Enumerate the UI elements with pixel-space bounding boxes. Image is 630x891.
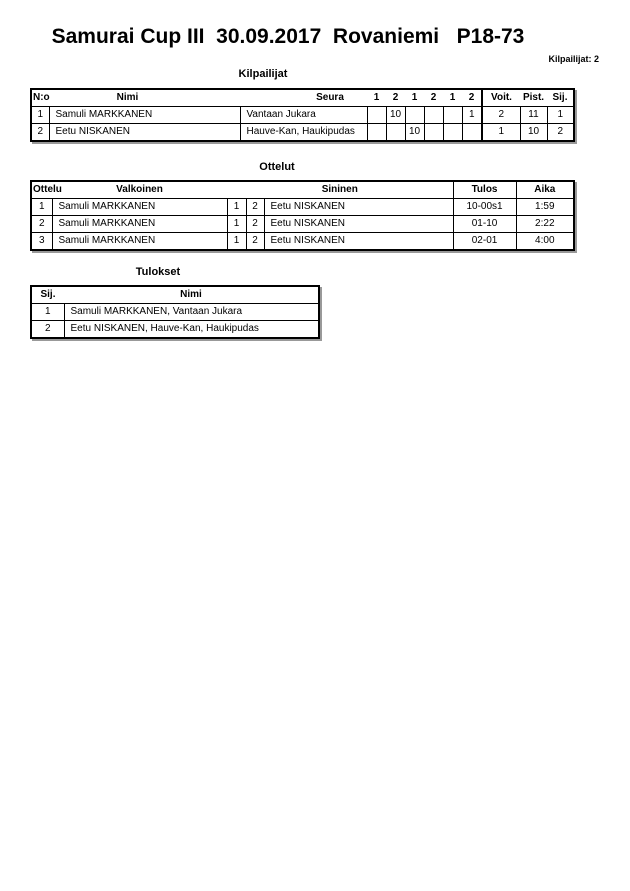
cell-score-1 bbox=[367, 107, 386, 124]
cell-points: 11 bbox=[520, 107, 547, 124]
cell-white-name: Samuli MARKKANEN bbox=[52, 216, 227, 233]
cell-name: Eetu NISKANEN, Hauve-Kan, Haukipudas bbox=[64, 321, 319, 339]
cell-wins: 1 bbox=[482, 124, 520, 142]
cell-match-no: 1 bbox=[31, 199, 52, 216]
col-header-pist: Pist. bbox=[520, 89, 547, 107]
competitors-count: Kilpailijat: 2 bbox=[548, 54, 599, 64]
cell-score-5 bbox=[443, 107, 462, 124]
page-title: Samurai Cup III 30.09.2017 Rovaniemi P18-73 bbox=[51, 25, 525, 48]
col-header-blue: Sininen bbox=[227, 181, 453, 199]
cell-name: Samuli MARKKANEN bbox=[49, 107, 240, 124]
col-header-score-1: 1 bbox=[367, 89, 386, 107]
cell-match-no: 3 bbox=[31, 233, 52, 251]
match-row bbox=[31, 233, 574, 251]
cell-score-4 bbox=[424, 107, 443, 124]
cell-place: 2 bbox=[31, 321, 64, 339]
cell-blue-num: 2 bbox=[246, 233, 264, 251]
cell-name: Eetu NISKANEN bbox=[49, 124, 240, 142]
col-header-sij: Sij. bbox=[547, 89, 574, 107]
cell-score-4 bbox=[424, 124, 443, 142]
cell-blue-name: Eetu NISKANEN bbox=[264, 216, 453, 233]
cell-place: 2 bbox=[547, 124, 574, 142]
cell-name: Samuli MARKKANEN, Vantaan Jukara bbox=[64, 304, 319, 321]
cell-result: 01-10 bbox=[453, 216, 516, 233]
tulokset-table bbox=[30, 285, 320, 339]
cell-result: 02-01 bbox=[453, 233, 516, 251]
cell-score-6: 1 bbox=[462, 107, 482, 124]
cell-white-num: 1 bbox=[227, 233, 246, 251]
cell-time: 4:00 bbox=[516, 233, 574, 251]
cell-wins: 2 bbox=[482, 107, 520, 124]
section-heading-kilpailijat: Kilpailijat bbox=[238, 68, 288, 80]
col-header-nimi: Nimi bbox=[49, 89, 240, 107]
kilpailijat-header-row bbox=[31, 89, 574, 107]
cell-result: 10-00s1 bbox=[453, 199, 516, 216]
col-header-score-3: 1 bbox=[405, 89, 424, 107]
cell-white-num: 1 bbox=[227, 216, 246, 233]
col-header-seura: Seura bbox=[240, 89, 367, 107]
cell-white-name: Samuli MARKKANEN bbox=[52, 233, 227, 251]
competitor-row bbox=[31, 124, 574, 142]
section-heading-ottelut: Ottelut bbox=[259, 161, 295, 173]
cell-club: Hauve-Kan, Haukipudas bbox=[240, 124, 367, 142]
cell-white-num: 1 bbox=[227, 199, 246, 216]
col-header-white: Valkoinen bbox=[52, 181, 227, 199]
ottelut-header-row bbox=[31, 181, 574, 199]
cell-place: 1 bbox=[547, 107, 574, 124]
col-header-match-no: Ottelu bbox=[31, 181, 52, 199]
col-header-score-5: 1 bbox=[443, 89, 462, 107]
result-row bbox=[31, 304, 319, 321]
cell-score-2 bbox=[386, 124, 405, 142]
cell-score-1 bbox=[367, 124, 386, 142]
cell-white-name: Samuli MARKKANEN bbox=[52, 199, 227, 216]
col-header-score-2: 2 bbox=[386, 89, 405, 107]
cell-place: 1 bbox=[31, 304, 64, 321]
cell-points: 10 bbox=[520, 124, 547, 142]
col-header-score-6: 2 bbox=[462, 89, 482, 107]
cell-score-2: 10 bbox=[386, 107, 405, 124]
col-header-score-4: 2 bbox=[424, 89, 443, 107]
ottelut-table bbox=[30, 180, 575, 251]
col-header-voit: Voit. bbox=[482, 89, 520, 107]
cell-club: Vantaan Jukara bbox=[240, 107, 367, 124]
col-header-result: Tulos bbox=[453, 181, 516, 199]
cell-blue-num: 2 bbox=[246, 216, 264, 233]
cell-blue-name: Eetu NISKANEN bbox=[264, 233, 453, 251]
cell-no: 2 bbox=[31, 124, 49, 142]
competitor-row bbox=[31, 107, 574, 124]
col-header-name: Nimi bbox=[64, 286, 319, 304]
kilpailijat-table bbox=[30, 88, 575, 142]
tulokset-header-row bbox=[31, 286, 319, 304]
cell-match-no: 2 bbox=[31, 216, 52, 233]
col-header-place: Sij. bbox=[31, 286, 64, 304]
cell-score-3 bbox=[405, 107, 424, 124]
col-header-time: Aika bbox=[516, 181, 574, 199]
cell-time: 1:59 bbox=[516, 199, 574, 216]
result-row bbox=[31, 321, 319, 339]
match-row bbox=[31, 216, 574, 233]
cell-no: 1 bbox=[31, 107, 49, 124]
match-row bbox=[31, 199, 574, 216]
cell-score-5 bbox=[443, 124, 462, 142]
section-heading-tulokset: Tulokset bbox=[135, 266, 181, 278]
cell-score-6 bbox=[462, 124, 482, 142]
cell-time: 2:22 bbox=[516, 216, 574, 233]
col-header-no: N:o bbox=[31, 89, 49, 107]
cell-blue-num: 2 bbox=[246, 199, 264, 216]
cell-blue-name: Eetu NISKANEN bbox=[264, 199, 453, 216]
cell-score-3: 10 bbox=[405, 124, 424, 142]
